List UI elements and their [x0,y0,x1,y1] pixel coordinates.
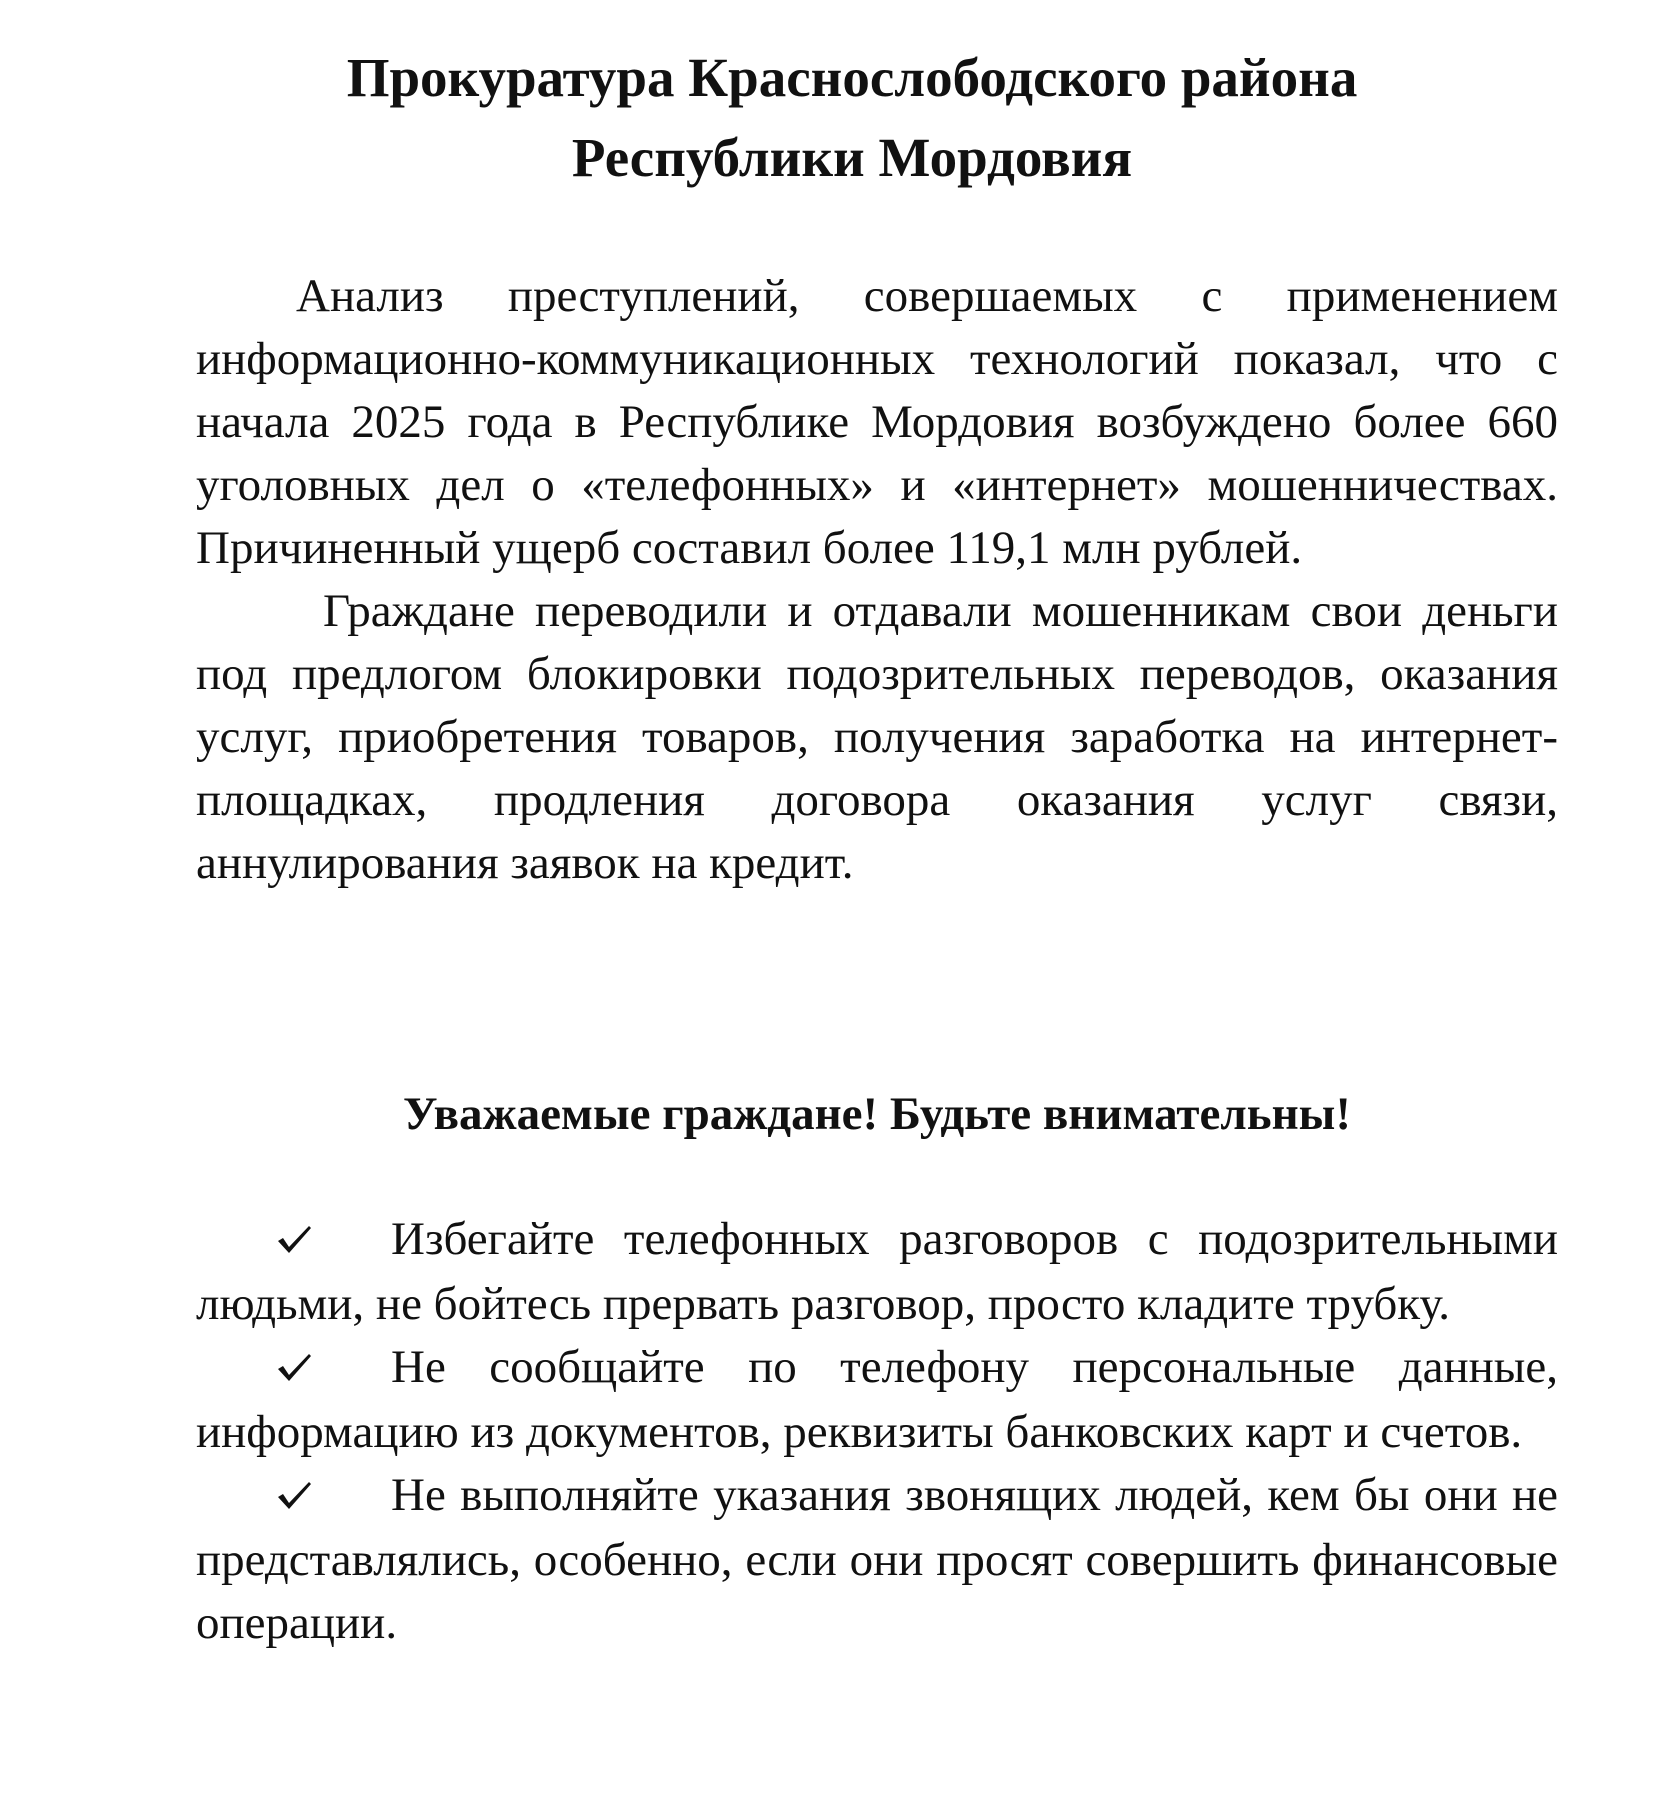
paragraph-schemes: Граждане переводили и отдавали мошенникам свои деньги под предлогом блокировки подозрительных переводов, оказания услуг, приобретения товаров, получения заработка на интернет-площадках, продления договора оказания услуг связи, аннулирования заявок на кредит. [196,585,1558,889]
tip-item [196,1464,1558,1655]
tip-text: Не сообщайте по телефону персональные данные, информацию из документов, реквизиты банковских карт и счетов. [196,1341,1558,1458]
checkmark-icon [196,1210,391,1273]
checkmark-icon [196,1466,391,1529]
appeal-heading: Уважаемые граждане! Будьте внимательны! [402,1088,1352,1140]
header-line-1: Прокуратура Краснослободского района [346,47,1358,108]
paragraph-statistics: Анализ преступлений, совершаемых с применением информационно-коммуникационных технологий показал, что с начала 2025 года в Республике Мордовия возбуждено более 660 уголовных дел о «телефонных» и «интернет» мошенничествах. Причиненный ущерб составил более 119,1 млн рублей. [196,270,1558,574]
tip-text: Избегайте телефонных разговоров с подозрительными людьми, не бойтесь прервать разговор, просто кладите трубку. [196,1213,1558,1330]
tip-item [196,1336,1558,1464]
tip-item [196,1208,1558,1336]
body-text [196,265,1558,895]
document-header [0,38,1654,198]
tips-list [196,1208,1558,1655]
checkmark-icon [196,1338,391,1401]
header-line-2: Республики Мордовия [571,127,1133,188]
tip-text: Не выполняйте указания звонящих людей, кем бы они не представлялись, особенно, если они просят совершить финансовые операции. [196,1469,1558,1649]
